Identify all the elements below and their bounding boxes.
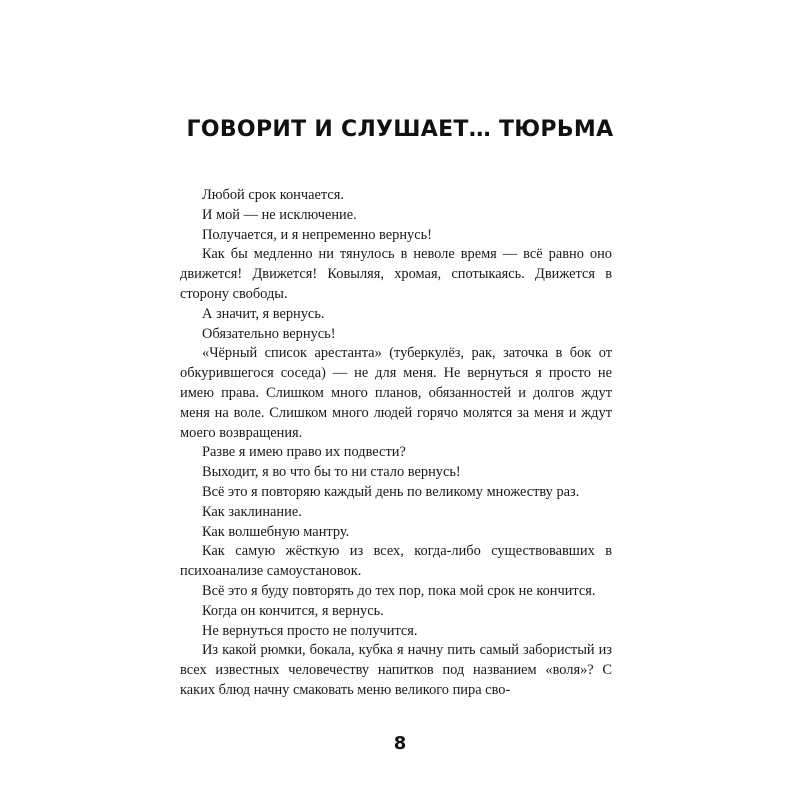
paragraph: А значит, я вернусь. [202,305,325,322]
paragraph: Разве я имею право их подвести? [202,444,406,461]
paragraph: И мой — не исключение. [202,206,357,223]
paragraph: Всё это я буду повторять до тех пор, пока мой срок не кончится. [202,582,596,599]
paragraph: Когда он кончится, я вернусь. [202,602,384,619]
paragraph: Как заклинание. [202,503,302,520]
paragraph: Как волшебную мантру. [202,523,350,540]
paragraph: Выходит, я во что бы то ни стало вернусь! [202,464,461,481]
page-number: 8 [393,733,407,754]
chapter-title: ГОВОРИТ И СЛУШАЕТ… ТЮРЬМА [186,117,614,142]
paragraph: Как бы медленно ни тянулось в неволе время — всё равно оно движется! Движется! Ковыляя, хромая, спотыкаясь. Движется в сторону свободы. [180,246,612,302]
paragraph: «Чёрный список арестанта» (туберкулёз, рак, заточка в бок от обкурившегося соседа) — не для меня. Не вернуться я просто не имею права. Слишком много планов, обязанностей и долгов ждут меня на воле. Слишком много людей горячо молятся за меня и ждут моего возвращения. [180,345,612,441]
paragraph: Не вернуться просто не получится. [202,622,418,639]
paragraph: Получается, и я непременно вернусь! [202,226,432,243]
paragraph: Всё это я повторяю каждый день по великому множеству раз. [202,483,580,500]
paragraph: Обязательно вернусь! [202,325,336,342]
paragraph: Любой срок кончается. [202,187,344,203]
paragraph: Из какой рюмки, бокала, кубка я начну пить самый забористый из всех известных человечеству напитков под названием «воля»? С каких блюд начну смаковать меню великого пира сво- [180,642,612,698]
paragraph: Как самую жёсткую из всех, когда-либо существовавших в психоанализе самоустановок. [180,543,612,580]
body-text [180,186,612,701]
